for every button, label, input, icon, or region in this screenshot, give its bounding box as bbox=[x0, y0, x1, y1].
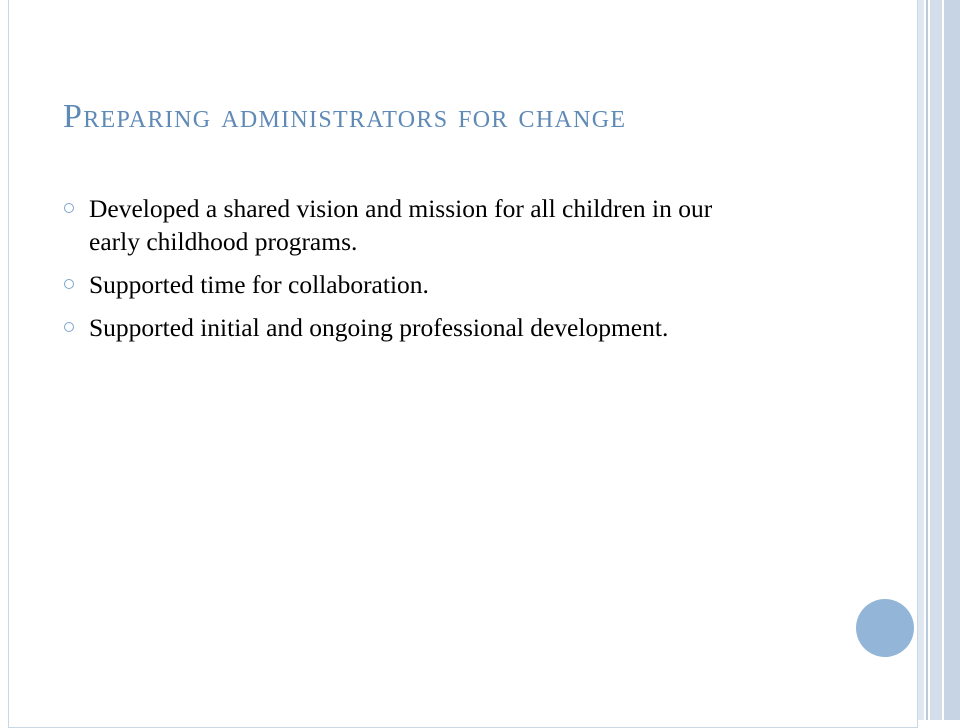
stripe bbox=[926, 0, 928, 720]
stripe bbox=[944, 0, 960, 720]
bullet-text: Supported initial and ongoing professional development. bbox=[89, 313, 669, 342]
right-edge-stripes bbox=[918, 0, 960, 720]
bullet-circle-icon bbox=[64, 279, 74, 289]
bullet-text: Developed a shared vision and mission for all children in our early childhood programs. bbox=[89, 194, 713, 256]
stripe bbox=[918, 0, 924, 720]
bullet-item bbox=[64, 268, 764, 301]
bullet-circle-icon bbox=[64, 322, 74, 332]
decorative-circle-icon bbox=[856, 599, 914, 657]
bullet-list bbox=[64, 192, 764, 354]
slide-title: Preparing administrators for change bbox=[63, 98, 627, 135]
bullet-item bbox=[64, 192, 764, 258]
bullet-circle-icon bbox=[64, 203, 74, 213]
bullet-text: Supported time for collaboration. bbox=[89, 270, 429, 299]
stripe bbox=[930, 0, 942, 720]
bullet-item bbox=[64, 311, 764, 344]
